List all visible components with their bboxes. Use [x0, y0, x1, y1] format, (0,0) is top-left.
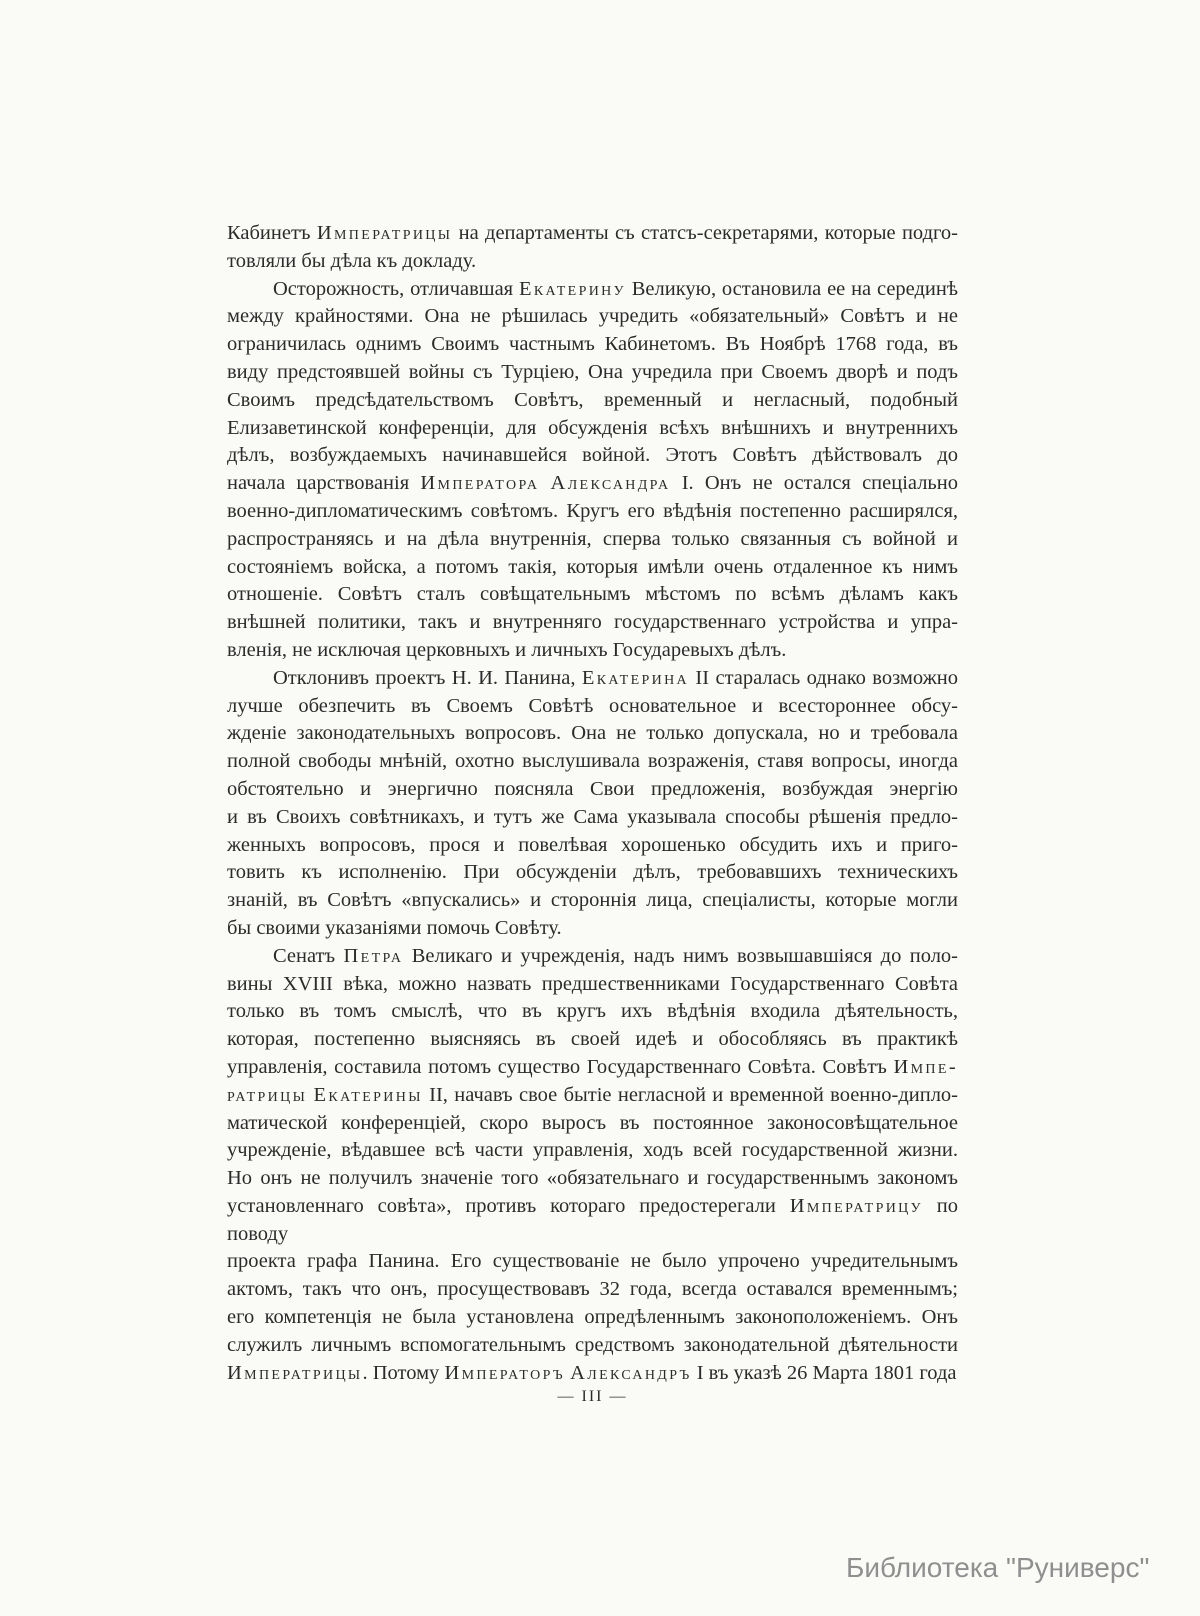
text-line: Сенатъ Петра Великаго и учрежденія, надъ нимъ возвышавшіяся до поло- — [273, 944, 958, 967]
text-line: военно-дипломатическимъ совѣтомъ. Кругъ его вѣдѣнія постепенно расширялся, — [227, 499, 958, 522]
smallcaps-name: Императрицу — [789, 1194, 923, 1217]
text-line: служилъ личнымъ вспомогательнымъ средствомъ законодательной дѣятельности — [227, 1333, 958, 1356]
text-line: Осторожность, отличавшая Екатерину Великую, остановила ее на серединѣ — [273, 277, 959, 300]
text-line: женныхъ вопросовъ, прося и повелѣвая хорошенько обсудить ихъ и приго- — [227, 833, 958, 856]
smallcaps-name: Императрицы — [227, 1361, 363, 1384]
text-line: вленія, не исключая церковныхъ и личныхъ Государевыхъ дѣлъ. — [227, 638, 787, 661]
text-line: знаній, въ Совѣтъ «впускались» и стороннія лица, спеціалисты, которые могли — [227, 889, 958, 912]
text-line: учрежденіе, вѣдавшее всѣ части управленія, ходъ всей государственной жизни. — [227, 1139, 958, 1162]
text-line: лучше обезпечить въ Своемъ Совѣтѣ основательное и всестороннее обсу- — [227, 694, 958, 717]
text-line: проекта графа Панина. Его существованіе не было упрочено учредительнымъ — [227, 1250, 958, 1273]
text-line: жденіе законодательныхъ вопросовъ. Она не только допускала, но и требовала — [227, 722, 958, 745]
smallcaps-name: Екатерина — [581, 666, 690, 689]
text-line: актомъ, такъ что онъ, просуществовавъ 32 года, всегда оставался временнымъ; — [227, 1278, 958, 1301]
paragraph — [227, 276, 958, 665]
text-line: его компетенція не была установлена опредѣленнымъ законоположеніемъ. Онъ — [227, 1306, 958, 1329]
text-line: начала царствованія Императора Александра I. Онъ не остался спеціально — [227, 472, 958, 495]
text-line: товляли бы дѣла къ докладу. — [227, 249, 477, 272]
text-line: Но онъ не получилъ значеніе того «обязательнаго и государственнымъ закономъ — [227, 1167, 958, 1190]
text-line: обстоятельно и энергично поясняла Свои предложенія, возбуждая энергію — [227, 777, 958, 800]
text-line: и въ Своихъ совѣтникахъ, и тутъ же Сама указывала способы рѣшенія предло- — [227, 805, 958, 828]
text-line: ограничилась однимъ Своимъ частнымъ Кабинетомъ. Въ Ноябрѣ 1768 года, въ — [227, 333, 958, 356]
text-line: матической конференціей, скоро выросъ въ постоянное законосовѣщательное — [227, 1111, 958, 1134]
text-line: установленнаго совѣта», противъ котораго предостерегали Императрицу по поводу — [227, 1194, 958, 1245]
smallcaps-name: Александра — [550, 472, 671, 495]
text-line: которая, постепенно выясняясь въ своей идеѣ и обособляясь въ практикѣ — [227, 1028, 958, 1051]
text-line: дѣлъ, возбуждаемыхъ начинавшейся войной. Этотъ Совѣтъ дѣйствовалъ до — [227, 444, 958, 467]
text-line: Елизаветинской конференціи, для обсужденія всѣхъ внѣшнихъ и внутреннихъ — [227, 416, 958, 439]
smallcaps-name: Императоръ — [444, 1361, 565, 1384]
paragraph — [227, 665, 958, 943]
text-line: состояніемъ войска, а потомъ такія, которыя имѣли очень отдаленное къ нимъ — [227, 555, 958, 578]
page-text — [227, 220, 958, 1387]
text-line: Кабинетъ Императрицы на департаменты съ статсъ-секретарями, которые подго- — [227, 222, 958, 244]
text-line: Императрицы. Потому Императоръ Александръ I въ указѣ 26 Марта 1801 года — [227, 1361, 957, 1384]
text-line: товить къ исполненію. При обсужденіи дѣлъ, требовавшихъ техническихъ — [227, 861, 958, 884]
smallcaps-name: Императрицы — [316, 222, 453, 244]
text-line: распространяясь и на дѣла внутреннія, сперва только связанныя съ войной и — [227, 527, 958, 550]
text-line: вины XVIII вѣка, можно назвать предшественниками Государственнаго Совѣта — [227, 972, 958, 995]
text-line: ратрицы Екатерины II, начавъ свое бытіе негласной и временной военно-дипло- — [227, 1083, 958, 1106]
smallcaps-name: Екатерины — [313, 1083, 423, 1106]
text-line: полной свободы мнѣній, охотно выслушивала возраженія, ставя вопросы, иногда — [227, 750, 958, 773]
text-line: виду предстоявшей войны съ Турціею, Она учредила при Своемъ дворѣ и подъ — [227, 360, 958, 383]
text-line: управленія, составила потомъ существо Государственнаго Совѣта. Совѣтъ Импе- — [227, 1055, 958, 1078]
text-line: между крайностями. Она не рѣшилась учредить «обязательный» Совѣтъ и не — [227, 305, 958, 328]
text-line: отношеніе. Совѣтъ сталъ совѣщательнымъ мѣстомъ по всѣмъ дѣламъ какъ — [227, 583, 958, 606]
smallcaps-name: Александръ — [570, 1361, 692, 1384]
smallcaps-name: Петра — [343, 944, 404, 967]
page-number: — III — — [557, 1388, 628, 1405]
paragraph — [227, 220, 958, 276]
smallcaps-name: Импе- — [893, 1055, 958, 1078]
text-line: только въ томъ смыслѣ, что въ кругъ ихъ вѣдѣнія входила дѣятельность, — [227, 1000, 958, 1023]
text-line: бы своими указаніями помочь Совѣту. — [227, 916, 562, 939]
paragraph — [227, 943, 958, 1388]
text-line: Отклонивъ проектъ Н. И. Панина, Екатерина II старалась однако возможно — [273, 666, 958, 689]
text-line: Своимъ предсѣдательствомъ Совѣтъ, временный и негласный, подобный — [227, 388, 958, 411]
smallcaps-name: ратрицы — [227, 1083, 308, 1106]
smallcaps-name: Императора — [420, 472, 540, 495]
library-watermark: Библиотека "Руниверс" — [846, 1552, 1150, 1583]
text-line: внѣшней политики, такъ и внутренняго государственнаго устройства и упра- — [227, 611, 958, 634]
smallcaps-name: Екатерину — [518, 277, 626, 300]
